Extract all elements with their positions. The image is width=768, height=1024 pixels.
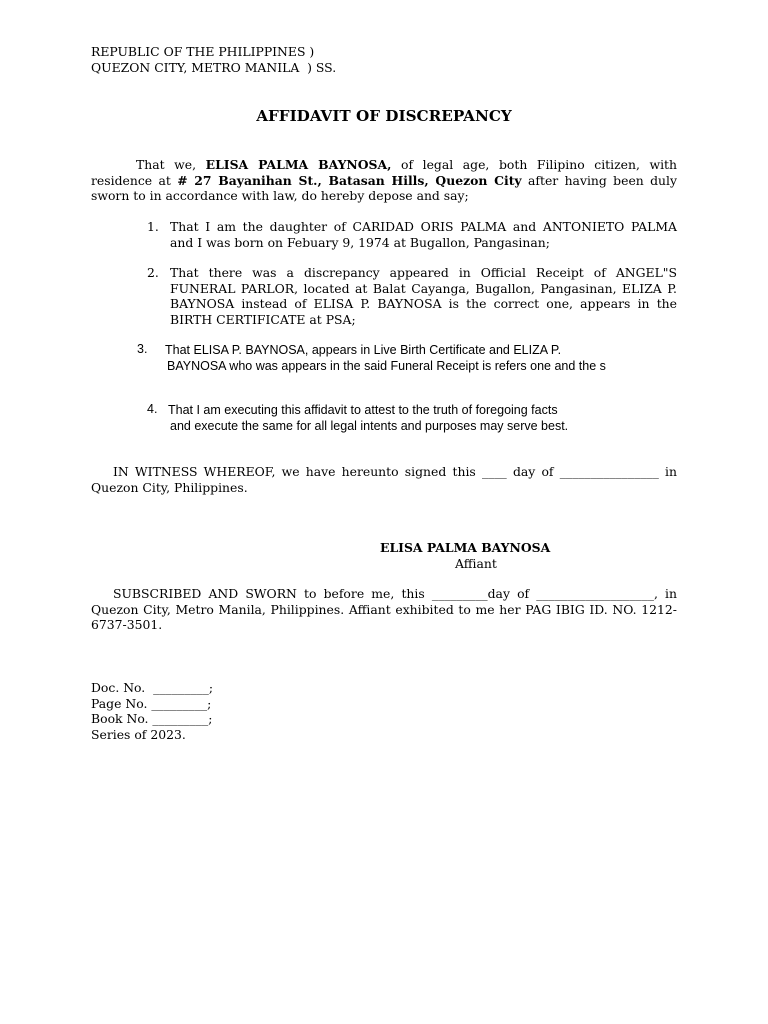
book-number: Book No. _________; — [91, 711, 213, 726]
item-line: That ELISA P. BAYNOSA, appears in Live Birth Certificate and ELIZA P. — [165, 343, 562, 357]
jurat-line: SUBSCRIBED AND SWORN to before me, this _________day of ___________________, in — [113, 586, 677, 601]
item-line: BIRTH CERTIFICATE at PSA; — [170, 311, 356, 327]
intro-text: after having been duly — [521, 172, 677, 188]
item-line: BAYNOSA who was appears in the said Funeral Receipt is refers one and the s — [167, 359, 606, 373]
page-number: Page No. _________; — [91, 695, 212, 711]
jurat-line: Quezon City, Metro Manila, Philippines. Affiant exhibited to me her PAG IBIG ID. NO. 1212- — [91, 601, 677, 617]
jurat-paragraph — [91, 586, 677, 633]
item-number: 4. — [147, 402, 158, 416]
header-line-republic: REPUBLIC OF THE PHILIPPINES ) — [91, 44, 315, 59]
list-item — [168, 402, 677, 434]
item-number: 1. — [147, 219, 159, 234]
item-line: BAYNOSA instead of ELISA P. BAYNOSA is the correct one, appears in the — [170, 296, 677, 311]
venue-header — [91, 44, 336, 76]
intro-text: That we, — [136, 157, 206, 172]
item-line: and execute the same for all legal intents and purposes may serve best. — [170, 419, 569, 433]
affiant-label: Affiant — [455, 556, 497, 571]
item-line: That I am executing this affidavit to attest to the truth of foregoing facts — [168, 403, 558, 417]
witness-paragraph — [91, 464, 677, 495]
list-item — [170, 265, 677, 327]
item-line: That there was a discrepancy appeared in Official Receipt of ANGEL"S — [170, 265, 677, 280]
list-item — [170, 219, 677, 250]
item-number: 3. — [137, 342, 148, 356]
intro-line-2 — [91, 173, 677, 189]
notarial-register — [91, 680, 213, 742]
intro-paragraph — [91, 157, 677, 204]
header-line-city: QUEZON CITY, METRO MANILA ) SS. — [91, 60, 337, 75]
jurat-line: 6737-3501. — [91, 617, 163, 632]
intro-line-1 — [91, 157, 677, 173]
item-line: That I am the daughter of CARIDAD ORIS PALMA and ANTONIETO PALMA — [170, 219, 677, 234]
document-title: AFFIDAVIT OF DISCREPANCY — [256, 107, 512, 125]
item-line: and I was born on Febuary 9, 1974 at Bugallon, Pangasinan; — [170, 234, 550, 250]
intro-text: residence at — [91, 172, 178, 188]
item-line: FUNERAL PARLOR, located at Balat Cayanga, Bugallon, Pangasinan, ELIZA P. — [170, 280, 677, 296]
series-year: Series of 2023. — [91, 726, 186, 742]
doc-number: Doc. No. _________; — [91, 680, 214, 695]
intro-line-3: sworn to in accordance with law, do hereby depose and say; — [91, 188, 469, 203]
residence-address-bold: # 27 Bayanihan St., Batasan Hills, Quezon City — [177, 172, 522, 188]
affiant-name-bold: ELISA PALMA BAYNOSA, — [205, 157, 392, 172]
witness-line: Quezon City, Philippines. — [91, 479, 248, 495]
affiant-signature-name: ELISA PALMA BAYNOSA — [380, 540, 551, 555]
witness-line: IN WITNESS WHEREOF, we have hereunto signed this ____ day of ________________ in — [113, 464, 677, 479]
item-number: 2. — [147, 265, 159, 280]
intro-text: of legal age, both Filipino citizen, with — [391, 157, 677, 172]
list-item — [165, 342, 677, 374]
